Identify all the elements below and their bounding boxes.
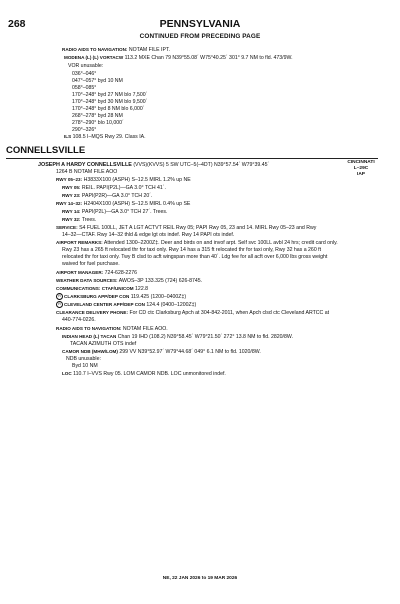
runway-line <box>62 209 167 215</box>
radio-aids-line <box>56 326 168 332</box>
unusable-item: 036°–046° <box>72 71 97 77</box>
radio-aids-label: RADIO AIDS TO NAVIGATION: <box>62 47 128 52</box>
camor-label: CAMOR NDB (MHW/LOM) <box>62 349 118 354</box>
weather-label: WEATHER DATA SOURCES: <box>56 278 118 283</box>
weather-line <box>56 278 202 284</box>
chart-iap: IAP <box>357 172 365 177</box>
unusable-item: 047°–057° byd 10 NM <box>72 78 123 84</box>
runway-text: H2404X100 (ASPH) S–12.5 MIRL 0.4% up SE <box>83 201 191 207</box>
remarks-line: Rwy 23 has a 265 ft relocated thr for taxi only. Rwy 14 has a 315 ft relocated thr for taxi only, Rwy 32 has a 260 ft <box>62 247 322 253</box>
service-line <box>56 225 316 231</box>
chart-code: L–29C <box>353 166 369 171</box>
service-label: SERVICE: <box>56 225 78 230</box>
indian-head-text: Chan 19 IHD (108.2) N39°58.45´ W79°21.50´ 272° 13.8 NM to fld. 2820/8W. <box>117 334 293 340</box>
manager-text: 724-628-2276 <box>104 270 137 276</box>
runway-line <box>56 201 190 207</box>
ils-text: 108.5 I–MQS Rwy 29. Class IA. <box>72 134 146 140</box>
runway-line <box>56 177 191 183</box>
indian-head-label: INDIAN HEAD (L) TACAN <box>62 334 117 339</box>
ils-label: ILS <box>64 134 72 139</box>
clarksburg-line <box>56 293 186 300</box>
runway-text: Trees. <box>81 217 97 223</box>
service-text-a: S4 FUEL <box>79 225 100 231</box>
remarks-line: waived for fuel purchase. <box>62 261 120 267</box>
camor-line <box>62 349 261 355</box>
unusable-item: 290°–326° <box>72 127 97 133</box>
vortac-name: MODENA (L) (L) VORTACW <box>64 55 124 60</box>
remarks-line: relocated thr for taxi only. Twy B clsd to acft wingspan more than 40´. Ldg fee for all acft over 6,000 lbs gross weight <box>62 254 328 260</box>
unusable-item: 170°–248° byd 27 NM blo 7,500´ <box>72 92 148 98</box>
comms-text: 122.8 <box>135 286 149 292</box>
cleveland-line <box>56 301 196 308</box>
state-title: PENNSYLVANIA <box>159 18 241 30</box>
tacan-note: TACAN AZIMUTH OTS indef <box>70 341 137 347</box>
clarksburg-text: 119.425 (1200–0400Z‡) <box>130 293 187 300</box>
loc-label: LOC <box>62 371 72 376</box>
runway-text: PAPI(P2L)—GA 3.0° TCH 27´. Trees. <box>81 209 168 215</box>
ndb-unusable: NDB unusable: <box>66 356 101 362</box>
camor-text: 299 VV N39°52.97´ W79°44.68´ 049° 6.1 NM to fld. 1020/8W. <box>119 349 261 355</box>
manager-label: AIRPORT MANAGER: <box>56 270 104 275</box>
runway-label: RWY 23: <box>62 193 81 198</box>
weather-text: AWOS–3P 133.325 (724) 626-8745. <box>118 278 203 284</box>
chart-name: CINCINNATI <box>347 160 375 165</box>
vortac-details: 113.2 MXE Chan 79 N39°55.08´ W75°40.25´ 301° 9.7 NM to fld. 473/9W. <box>124 55 293 61</box>
modena-vortac <box>64 55 293 61</box>
clearance-line-2: 440-774-0226. <box>62 317 96 323</box>
runway-line <box>62 185 166 191</box>
radio-aids-label: RADIO AIDS TO NAVIGATION: <box>56 326 122 331</box>
runway-text: REIL. PAPI(P2L)—GA 3.0° TCH 41´. <box>81 185 166 191</box>
city-heading: CONNELLSVILLE <box>6 145 86 156</box>
runway-text: H3833X100 (ASPH) S–12.5 MIRL 1.2% up NE <box>83 177 191 183</box>
runway-label: RWY 05: <box>62 185 81 190</box>
city-divider <box>6 158 378 159</box>
runway-label: RWY 14: <box>62 209 81 214</box>
runway-label: RWY 05–23: <box>56 177 83 182</box>
clearance-text: For CD ctc Clarksburg Apch at 304-842-2011, when Apch clsd ctc Cleveland ARTCC at <box>129 310 330 316</box>
footer-effective-dates: NE, 22 JAN 2026 to 19 MAR 2026 <box>162 576 238 581</box>
remarks-text: Attended 1300–2200Z‡. Deer and birds on and invof arpt. Self svc 100LL avbl 24 hrs; credit card only. <box>103 240 338 246</box>
unusable-item: 268°–278° byd 28 NM <box>72 113 123 119</box>
clarksburg-label: CLARKSBURG APP/DEP CON <box>64 293 130 299</box>
airport-header <box>38 162 269 168</box>
unusable-item: 170°–248° byd 30 NM blo 9,500´ <box>72 99 148 105</box>
comms-line <box>56 286 148 292</box>
loc-text: 110.7 I–VVS Rwy 05. LOM CAMOR NDB. LOC unmonitored indef. <box>73 371 226 377</box>
clearance-line <box>56 310 329 316</box>
remarks-line <box>56 240 338 246</box>
airport-id-line: (VVS)(KVVS) 5 SW UTC–5(–4DT) N39°57.54´ W79°39.45´ <box>133 162 270 168</box>
unusable-item: 058°–085° <box>72 85 97 91</box>
modena-ils <box>64 134 146 140</box>
modena-radio-aids <box>62 47 170 53</box>
radar-circle-icon: R <box>56 301 63 308</box>
service-line-2: 14–32—CTAF. Rwy 14–32 thld & edge lgt ots indef. Rwy 14 PAPI ots indef. <box>62 232 235 238</box>
ndb-unusable-item: Byd 10 NM <box>72 363 98 369</box>
radio-aids-text: NOTAM FILE AOO. <box>122 326 168 332</box>
airport-name: JOSEPH A HARDY CONNELLSVILLE <box>38 162 132 168</box>
remarks-label: AIRPORT REMARKS: <box>56 240 103 245</box>
radar-circle-icon: R <box>56 293 63 300</box>
clearance-label: CLEARANCE DELIVERY PHONE: <box>56 310 128 315</box>
unusable-item: 170°–248° byd 8 NM blo 6,000´ <box>72 106 145 112</box>
service-text-c: ACTVT REIL Rwy 05; PAPI Rwy 05, 23 and 14. MIRL Rwy 05–23 and Rwy <box>144 225 317 231</box>
runway-label: RWY 32: <box>62 217 81 222</box>
runway-label: RWY 14–32: <box>56 201 83 206</box>
manager-line <box>56 270 137 276</box>
continued-header: CONTINUED FROM PRECEDING PAGE <box>139 33 261 40</box>
page-number: 268 <box>8 18 26 30</box>
chart-tag <box>334 160 388 178</box>
cleveland-text: 124.4 (0400–1200Z‡) <box>146 301 197 308</box>
radio-aids-text: NOTAM FILE IPT. <box>128 47 170 53</box>
vor-unusable: VOR unusable: <box>68 63 104 69</box>
indian-head-line <box>62 334 293 340</box>
cleveland-label: CLEVELAND CENTER APP/DEP CON <box>64 301 145 307</box>
comms-label: COMMUNICATIONS: <box>56 286 101 291</box>
airport-sub-line: 1264 B NOTAM FILE AOO <box>56 169 118 175</box>
loc-line <box>62 371 226 377</box>
ctaf-label: CTAF/UNICOM <box>101 286 134 291</box>
runway-line <box>62 217 96 223</box>
service-text-b: 100LL, JET A LGT <box>101 225 144 231</box>
runway-text: PAPI(P2R)—GA 3.0° TCH 20´. <box>81 193 153 199</box>
runway-line <box>62 193 152 199</box>
unusable-item: 278°–290° blo 10,000´ <box>72 120 124 126</box>
